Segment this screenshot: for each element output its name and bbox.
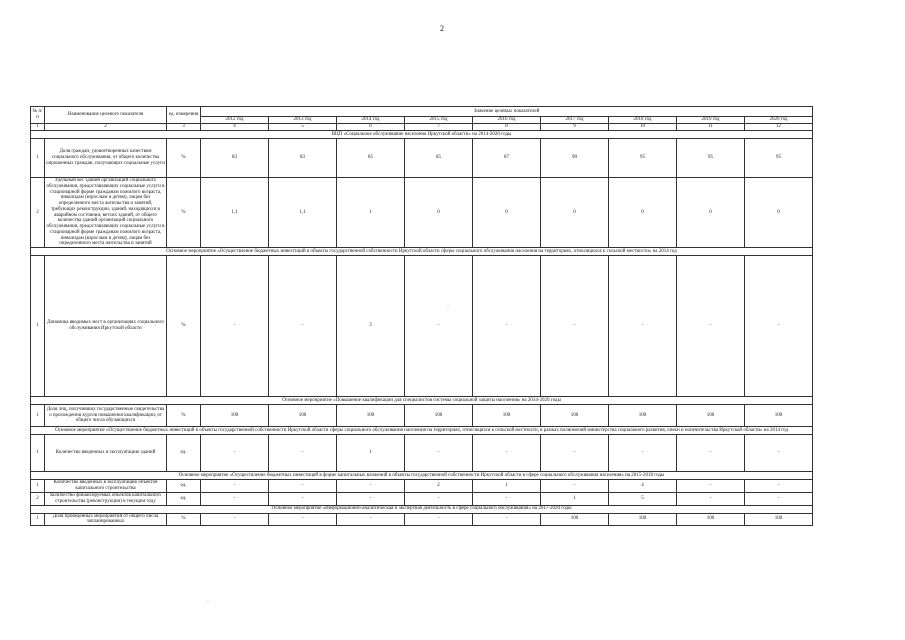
value-cell: - — [405, 256, 473, 397]
value-cell: 100 — [677, 405, 745, 427]
table-row — [31, 405, 813, 427]
column-number: 12 — [745, 124, 813, 131]
header-year: 2014 год — [337, 117, 405, 124]
section-row — [31, 472, 813, 480]
value-cell: - — [677, 492, 745, 505]
section-row — [31, 131, 813, 139]
value-cell: 100 — [337, 405, 405, 427]
value-cell: 83 — [269, 139, 337, 178]
value-cell: 1 — [541, 492, 609, 505]
value-cell: 100 — [541, 405, 609, 427]
table-row — [31, 178, 813, 248]
table-row — [31, 492, 813, 505]
value-cell: - — [677, 435, 745, 472]
value-cell: - — [609, 256, 677, 397]
section-title: ВЦП «Социальное обслуживание населения Иркутской области» на 2014-2020 годы — [31, 131, 813, 139]
value-cell: - — [473, 513, 541, 526]
column-number: 3 — [167, 124, 201, 131]
header-name: Наименование целевого показателя — [45, 107, 167, 124]
value-cell: 0 — [405, 178, 473, 248]
section-title: Основное мероприятие «Информационно-аналитическая и экспертная деятельность в сфере социального обслуживания» на 2017-2020 годы — [31, 505, 813, 513]
value-cell: 85 — [405, 139, 473, 178]
value-cell: 0 — [609, 178, 677, 248]
value-cell: 100 — [745, 405, 813, 427]
value-cell: 5 — [609, 492, 677, 505]
value-cell: 100 — [405, 405, 473, 427]
value-cell: - — [201, 256, 269, 397]
table-row — [31, 480, 813, 493]
value-cell: - — [337, 513, 405, 526]
header-year: 2013 год — [269, 117, 337, 124]
unit-cell: ед. — [167, 480, 201, 493]
header-year: 2015 год — [405, 117, 473, 124]
header-values-group: Значение целевых показателей — [201, 107, 813, 117]
value-cell: - — [745, 492, 813, 505]
header-year: 2012 год — [201, 117, 269, 124]
table-row — [31, 256, 813, 397]
column-number: 4 — [201, 124, 269, 131]
section-row — [31, 397, 813, 405]
unit-cell: % — [167, 178, 201, 248]
value-cell: 0 — [677, 178, 745, 248]
value-cell: - — [473, 435, 541, 472]
section-title: Основное мероприятие «Осуществление бюджетных инвестиций в объекты государственной собственности Иркутской области сферы социального обслуживания населения на территориях, относящихся к сельской местности» на 2014 год — [31, 248, 813, 256]
row-number: 1 — [31, 405, 45, 427]
value-cell: - — [609, 435, 677, 472]
value-cell: 100 — [677, 513, 745, 526]
indicator-name: Количество введенных в эксплуатацию зданий — [45, 435, 167, 472]
value-cell: 1 — [337, 435, 405, 472]
table-row — [31, 139, 813, 178]
value-cell: - — [745, 435, 813, 472]
value-cell: - — [405, 513, 473, 526]
scan-speck: · — [447, 304, 449, 310]
value-cell: - — [677, 256, 745, 397]
indicator-name: Доля лиц, получивших государственные свидетельства о прохождении курсов повышения квалификации, от общего числа обучающихся — [45, 405, 167, 427]
header-num: № п/п — [31, 107, 45, 124]
value-cell: 100 — [745, 513, 813, 526]
value-cell: - — [269, 492, 337, 505]
value-cell: 100 — [473, 405, 541, 427]
scan-speck: · — [207, 598, 209, 604]
indicator-name: Количество финансируемых объектов капитального строительства (реконструкции) в текущем году — [45, 492, 167, 505]
value-cell: - — [337, 480, 405, 493]
value-cell: 100 — [201, 405, 269, 427]
value-cell: 2 — [405, 480, 473, 493]
value-cell: - — [337, 492, 405, 505]
value-cell: - — [677, 480, 745, 493]
row-number: 1 — [31, 513, 45, 526]
section-row — [31, 427, 813, 435]
indicator-name: Динамика вводимых мест в организациях социального обслуживания Иркутской области — [45, 256, 167, 397]
column-number: 10 — [609, 124, 677, 131]
value-cell: 0 — [745, 178, 813, 248]
section-row — [31, 505, 813, 513]
header-year: 2019 год — [677, 117, 745, 124]
column-number: 9 — [541, 124, 609, 131]
value-cell: 100 — [269, 405, 337, 427]
value-cell: 95 — [745, 139, 813, 178]
column-number: 1 — [31, 124, 45, 131]
value-cell: - — [541, 480, 609, 493]
indicator-name: Удельный вес зданий организаций социального обслуживания, предоставляющих социальные услуги в стационарной форме гражданам пожилого возраста, инвалидам (взрослым и детям), лицам без определенного места жительства и занятий, требующих реконструкции, зданий, находящихся в аварийном состоянии, ветхих зданий, от общего количества зданий организаций социального обслуживания, предоставляющих социальные услуги в стационарной форме гражданам пожилого возраста, инвалидам (взрослым и детям), лицам без определенного места жительства и занятий — [45, 178, 167, 248]
header-year: 2018 год — [609, 117, 677, 124]
header-year: 2017 год — [541, 117, 609, 124]
value-cell: - — [269, 480, 337, 493]
value-cell: 1,1 — [269, 178, 337, 248]
header-year: 2020 год — [745, 117, 813, 124]
column-numbers-row — [31, 124, 813, 131]
value-cell: - — [201, 492, 269, 505]
value-cell: 95 — [677, 139, 745, 178]
column-number: 5 — [269, 124, 337, 131]
header-year: 2016 год — [473, 117, 541, 124]
value-cell: 1,1 — [201, 178, 269, 248]
value-cell: 3 — [337, 256, 405, 397]
value-cell: - — [201, 480, 269, 493]
unit-cell: ед. — [167, 435, 201, 472]
unit-cell: % — [167, 139, 201, 178]
header-row — [31, 107, 813, 117]
value-cell: - — [405, 435, 473, 472]
indicator-name: Количество введенных в эксплуатацию объектов капитального строительства — [45, 480, 167, 493]
value-cell: 100 — [541, 513, 609, 526]
table-row — [31, 435, 813, 472]
indicator-name: Доля проведенных мероприятий от общего числа запланированных — [45, 513, 167, 526]
value-cell: 1 — [337, 178, 405, 248]
table-row — [31, 513, 813, 526]
value-cell: - — [541, 256, 609, 397]
value-cell: - — [201, 435, 269, 472]
value-cell: - — [201, 513, 269, 526]
row-number: 2 — [31, 492, 45, 505]
header-unit: ед. измерения — [167, 107, 201, 124]
value-cell: - — [541, 435, 609, 472]
column-number: 7 — [405, 124, 473, 131]
row-number: 1 — [31, 139, 45, 178]
value-cell: - — [473, 492, 541, 505]
value-cell: - — [405, 492, 473, 505]
section-row — [31, 248, 813, 256]
page-number: 2 — [440, 24, 444, 33]
unit-cell: ед. — [167, 492, 201, 505]
value-cell: 100 — [609, 513, 677, 526]
value-cell: 90 — [541, 139, 609, 178]
row-number: 1 — [31, 435, 45, 472]
section-title: Основное мероприятие «Осуществление бюджетных инвестиций в форме капитальных вложений в объекты государственной собственности Иркутской области в сфере социального обслуживания населения» на 2015-2018 годы — [31, 472, 813, 480]
section-title: Основное мероприятие «Осуществление бюджетных инвестиций в объекты государственной собственности Иркутской области сферы социального обслуживания населения на территориях, относящихся к сельской местности, в рамках полномочий министерства социального развития, опеки и попечительства Иркутской области» на 2014 год — [31, 427, 813, 435]
value-cell: 83 — [201, 139, 269, 178]
value-cell: 4 — [609, 480, 677, 493]
row-number: 1 — [31, 480, 45, 493]
unit-cell: % — [167, 405, 201, 427]
value-cell: 1 — [473, 480, 541, 493]
column-number: 11 — [677, 124, 745, 131]
value-cell: 0 — [473, 178, 541, 248]
indicator-name: Доля граждан, удовлетворенных качеством социального обслуживания, от общего количества опрошенных граждан, получающих социальные услуги — [45, 139, 167, 178]
unit-cell: % — [167, 513, 201, 526]
row-number: 2 — [31, 178, 45, 248]
column-number: 6 — [337, 124, 405, 131]
value-cell: 87 — [473, 139, 541, 178]
value-cell: - — [269, 513, 337, 526]
section-title: Основное мероприятие «Повышение квалификации для специалистов системы социальной защиты населения» на 2014-2020 годы — [31, 397, 813, 405]
unit-cell: % — [167, 256, 201, 397]
value-cell: 100 — [609, 405, 677, 427]
indicators-table — [30, 106, 813, 526]
value-cell: - — [269, 435, 337, 472]
value-cell: - — [269, 256, 337, 397]
value-cell: 85 — [337, 139, 405, 178]
column-number: 2 — [45, 124, 167, 131]
value-cell: - — [745, 480, 813, 493]
value-cell: 95 — [609, 139, 677, 178]
value-cell: 0 — [541, 178, 609, 248]
value-cell: - — [745, 256, 813, 397]
column-number: 8 — [473, 124, 541, 131]
value-cell: - — [473, 256, 541, 397]
row-number: 1 — [31, 256, 45, 397]
